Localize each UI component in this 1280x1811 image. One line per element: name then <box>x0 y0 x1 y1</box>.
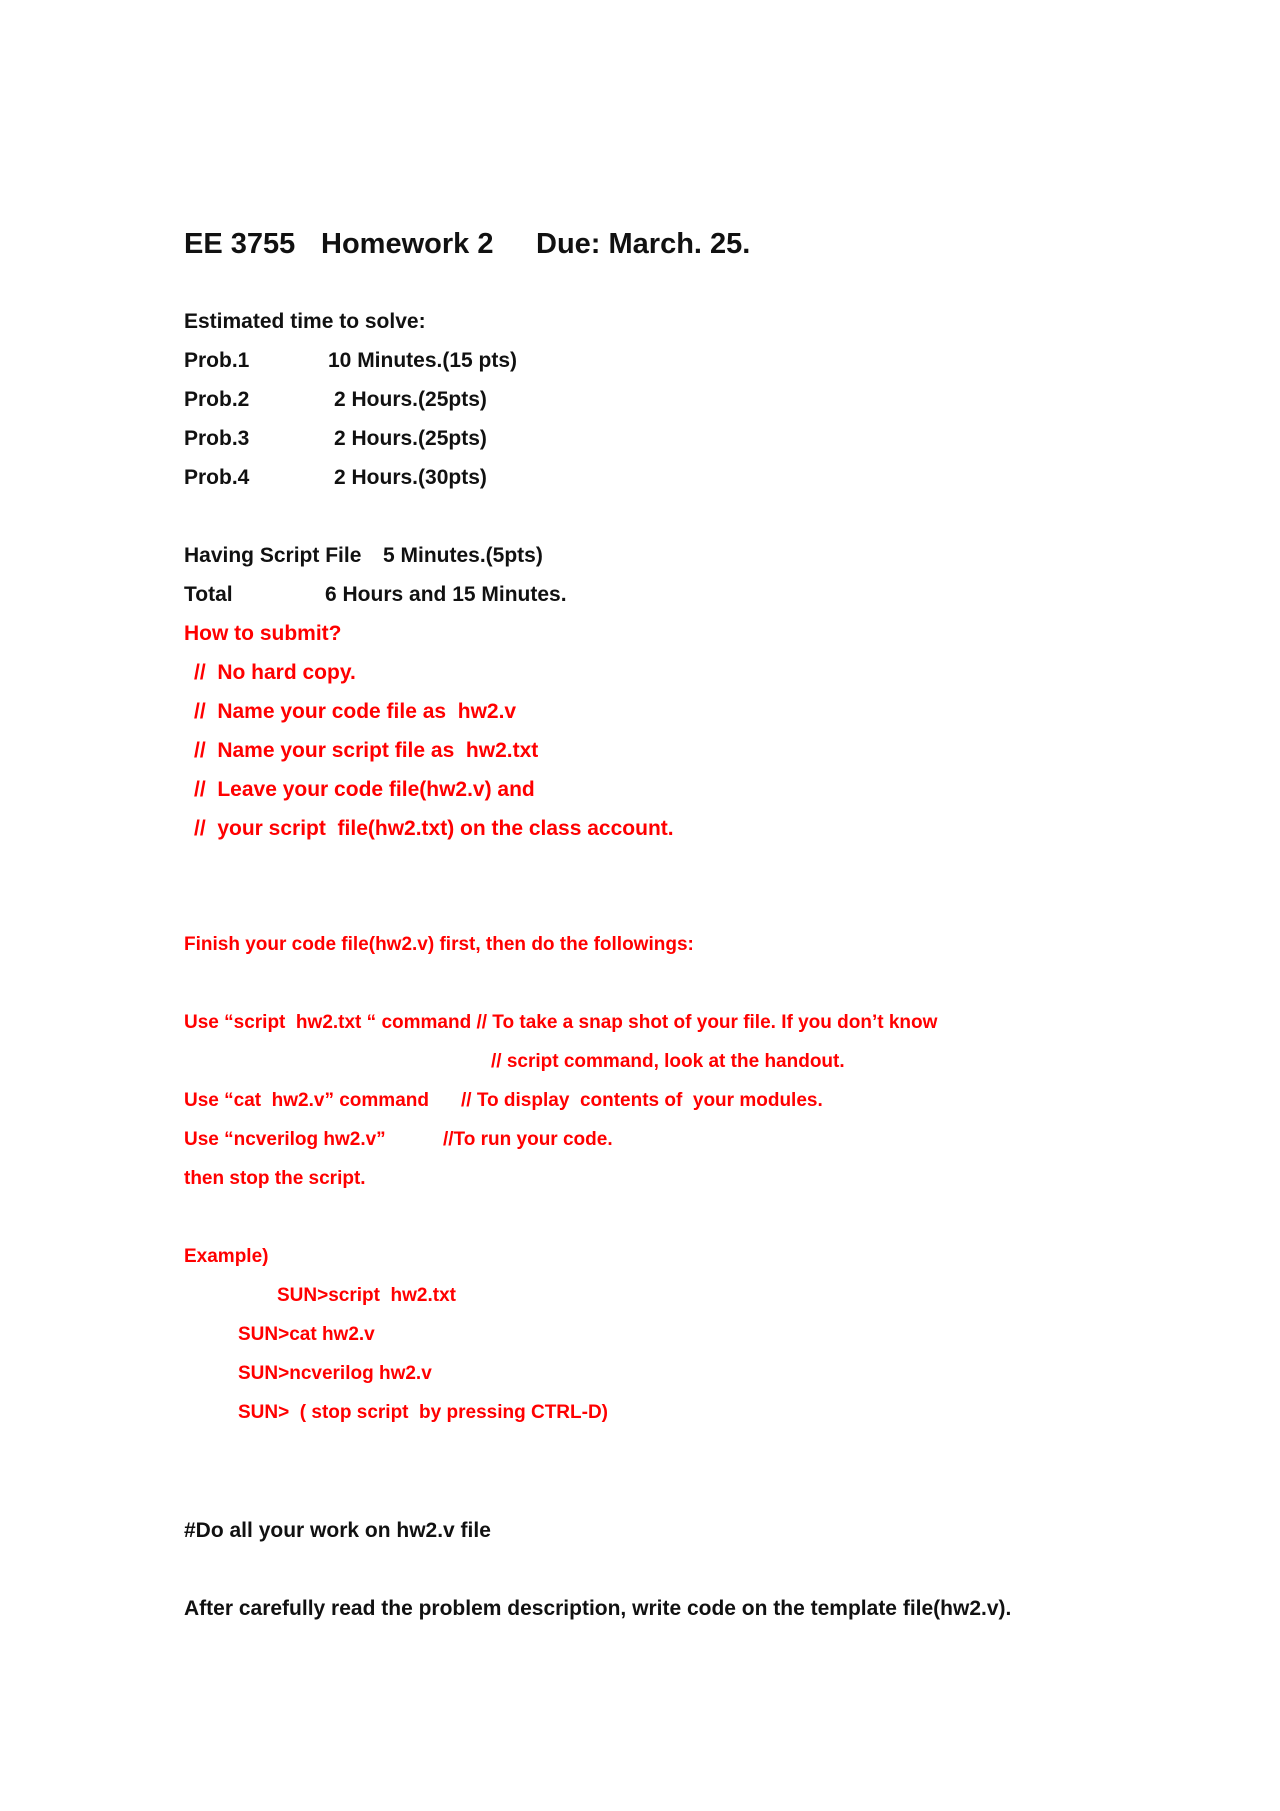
instruction-ncverilog-note: //To run your code. <box>443 1129 613 1150</box>
instruction-cat: Use “cat hw2.v” command <box>184 1090 429 1111</box>
prob-time: 2 Hours.(30pts) <box>334 466 487 489</box>
instruction-cat-note: // To display contents of your modules. <box>461 1090 823 1111</box>
course-code: EE 3755 <box>184 228 296 260</box>
submit-item: // Name your script file as hw2.txt <box>194 739 539 762</box>
total-time: 6 Hours and 15 Minutes. <box>325 583 567 606</box>
prob-name: Prob.3 <box>184 427 250 450</box>
instruction-ncverilog: Use “ncverilog hw2.v” <box>184 1129 386 1150</box>
instruction-script-cont: // script command, look at the handout. <box>491 1051 845 1072</box>
prob-name: Prob.2 <box>184 388 250 411</box>
script-label: Having Script File <box>184 544 362 567</box>
work-note: #Do all your work on hw2.v file <box>184 1519 491 1542</box>
example-line: SUN>cat hw2.v <box>238 1324 375 1345</box>
final-instruction: After carefully read the problem description, write code on the template file(hw2.v). <box>184 1597 1012 1620</box>
assignment-title: Homework 2 <box>321 228 494 260</box>
estimate-heading: Estimated time to solve: <box>184 310 426 333</box>
example-heading: Example) <box>184 1246 269 1267</box>
instructions-intro: Finish your code file(hw2.v) first, then do the followings: <box>184 934 694 955</box>
submit-heading: How to submit? <box>184 622 342 645</box>
instruction-stop: then stop the script. <box>184 1168 366 1189</box>
prob-name: Prob.1 <box>184 349 250 372</box>
prob-name: Prob.4 <box>184 466 250 489</box>
script-time: 5 Minutes.(5pts) <box>383 544 543 567</box>
instruction-script: Use “script hw2.txt “ command // To take a snap shot of your file. If you don’t know <box>184 1012 938 1033</box>
submit-item: // Name your code file as hw2.v <box>194 700 517 723</box>
prob-time: 10 Minutes.(15 pts) <box>328 349 518 372</box>
submit-item: // your script file(hw2.txt) on the class account. <box>194 817 674 840</box>
submit-item: // Leave your code file(hw2.v) and <box>194 778 535 801</box>
example-line: SUN> ( stop script by pressing CTRL-D) <box>238 1402 609 1423</box>
prob-time: 2 Hours.(25pts) <box>334 388 487 411</box>
example-line: SUN>ncverilog hw2.v <box>238 1363 432 1384</box>
total-label: Total <box>184 583 233 606</box>
submit-item: // No hard copy. <box>194 661 356 684</box>
prob-time: 2 Hours.(25pts) <box>334 427 487 450</box>
due-date: Due: March. 25. <box>536 228 751 260</box>
example-line: SUN>script hw2.txt <box>277 1285 456 1306</box>
